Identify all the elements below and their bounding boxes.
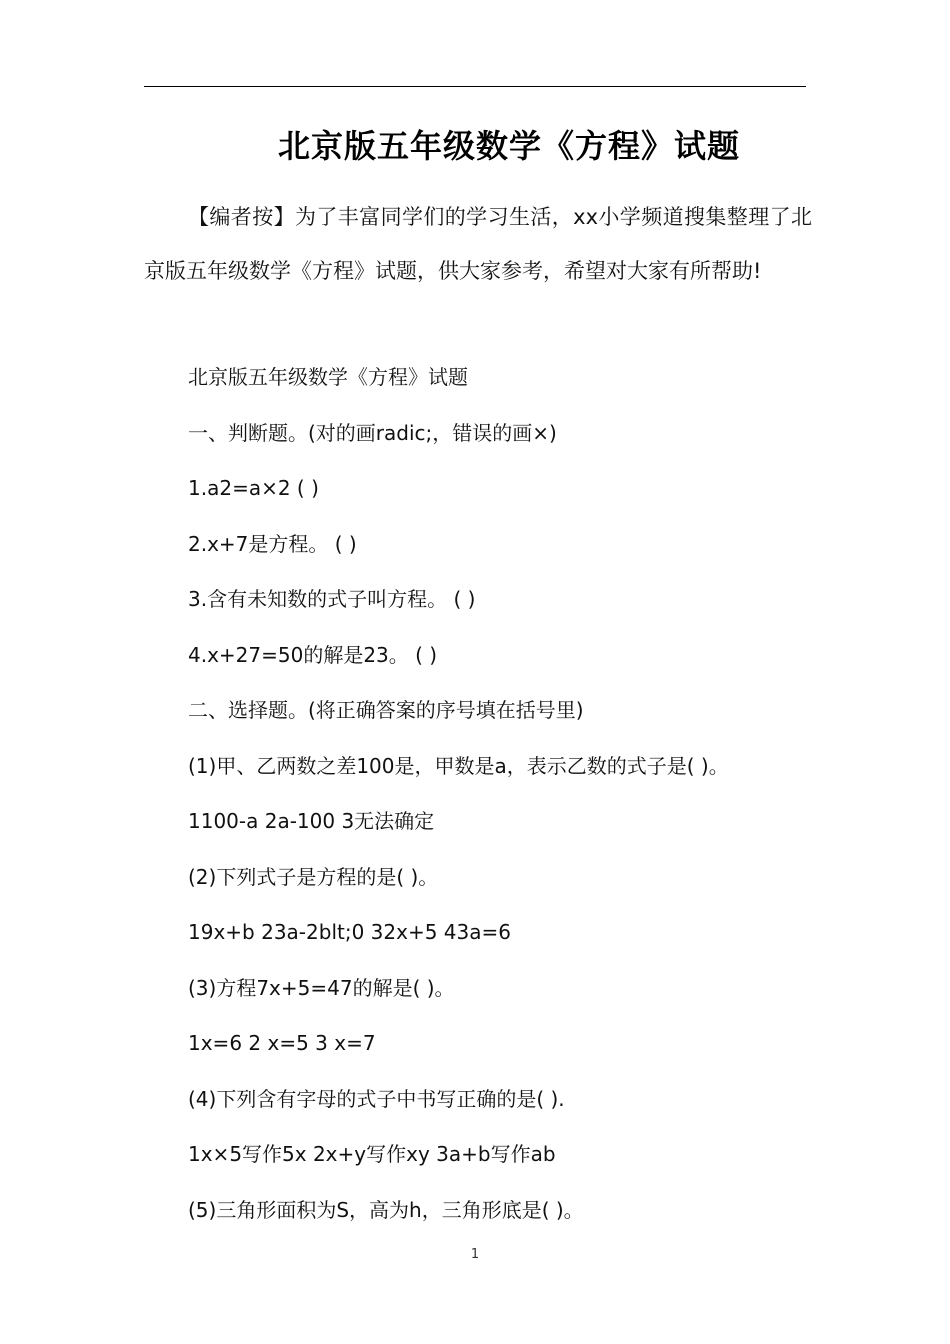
question-line: 3.含有未知数的式子叫方程。 ( ) xyxy=(188,587,476,611)
answer-options: 19x+b 23a-2blt;0 32x+5 43a=6 xyxy=(188,920,511,944)
answer-options: 1100-a 2a-100 3无法确定 xyxy=(188,809,435,833)
part-one-heading: 一、判断题。(对的画radic;，错误的画×) xyxy=(188,420,557,445)
editor-note-paragraph: 【编者按】为了丰富同学们的学习生活，xx小学频道搜集整理了北京版五年级数学《方程》试题，供大家参考，希望对大家有所帮助! xyxy=(144,205,812,283)
question-line: 1.a2=a×2 ( ) xyxy=(188,476,319,500)
answer-options: 1x=6 2 x=5 3 x=7 xyxy=(188,1031,376,1055)
section-heading: 北京版五年级数学《方程》试题 xyxy=(188,365,468,389)
question-line: (5)三角形面积为S，高为h，三角形底是( )。 xyxy=(188,1197,584,1222)
header-rule xyxy=(144,86,806,87)
question-line: (4)下列含有字母的式子中书写正确的是( ). xyxy=(188,1086,565,1111)
question-line: (1)甲、乙两数之差100是，甲数是a，表示乙数的式子是( )。 xyxy=(188,753,729,778)
page-number: 1 xyxy=(470,1247,480,1262)
question-line: (3)方程7x+5=47的解是( )。 xyxy=(188,975,455,1000)
question-line: 2.x+7是方程。 ( ) xyxy=(188,531,357,556)
question-line: 4.x+27=50的解是23。 ( ) xyxy=(188,642,438,667)
part-two-heading: 二、选择题。(将正确答案的序号填在括号里) xyxy=(188,698,584,722)
answer-options: 1x×5写作5x 2x+y写作xy 3a+b写作ab xyxy=(188,1142,556,1166)
document-title: 北京版五年级数学《方程》试题 xyxy=(277,127,740,165)
question-line: (2)下列式子是方程的是( )。 xyxy=(188,864,439,889)
question-list xyxy=(188,350,828,1238)
